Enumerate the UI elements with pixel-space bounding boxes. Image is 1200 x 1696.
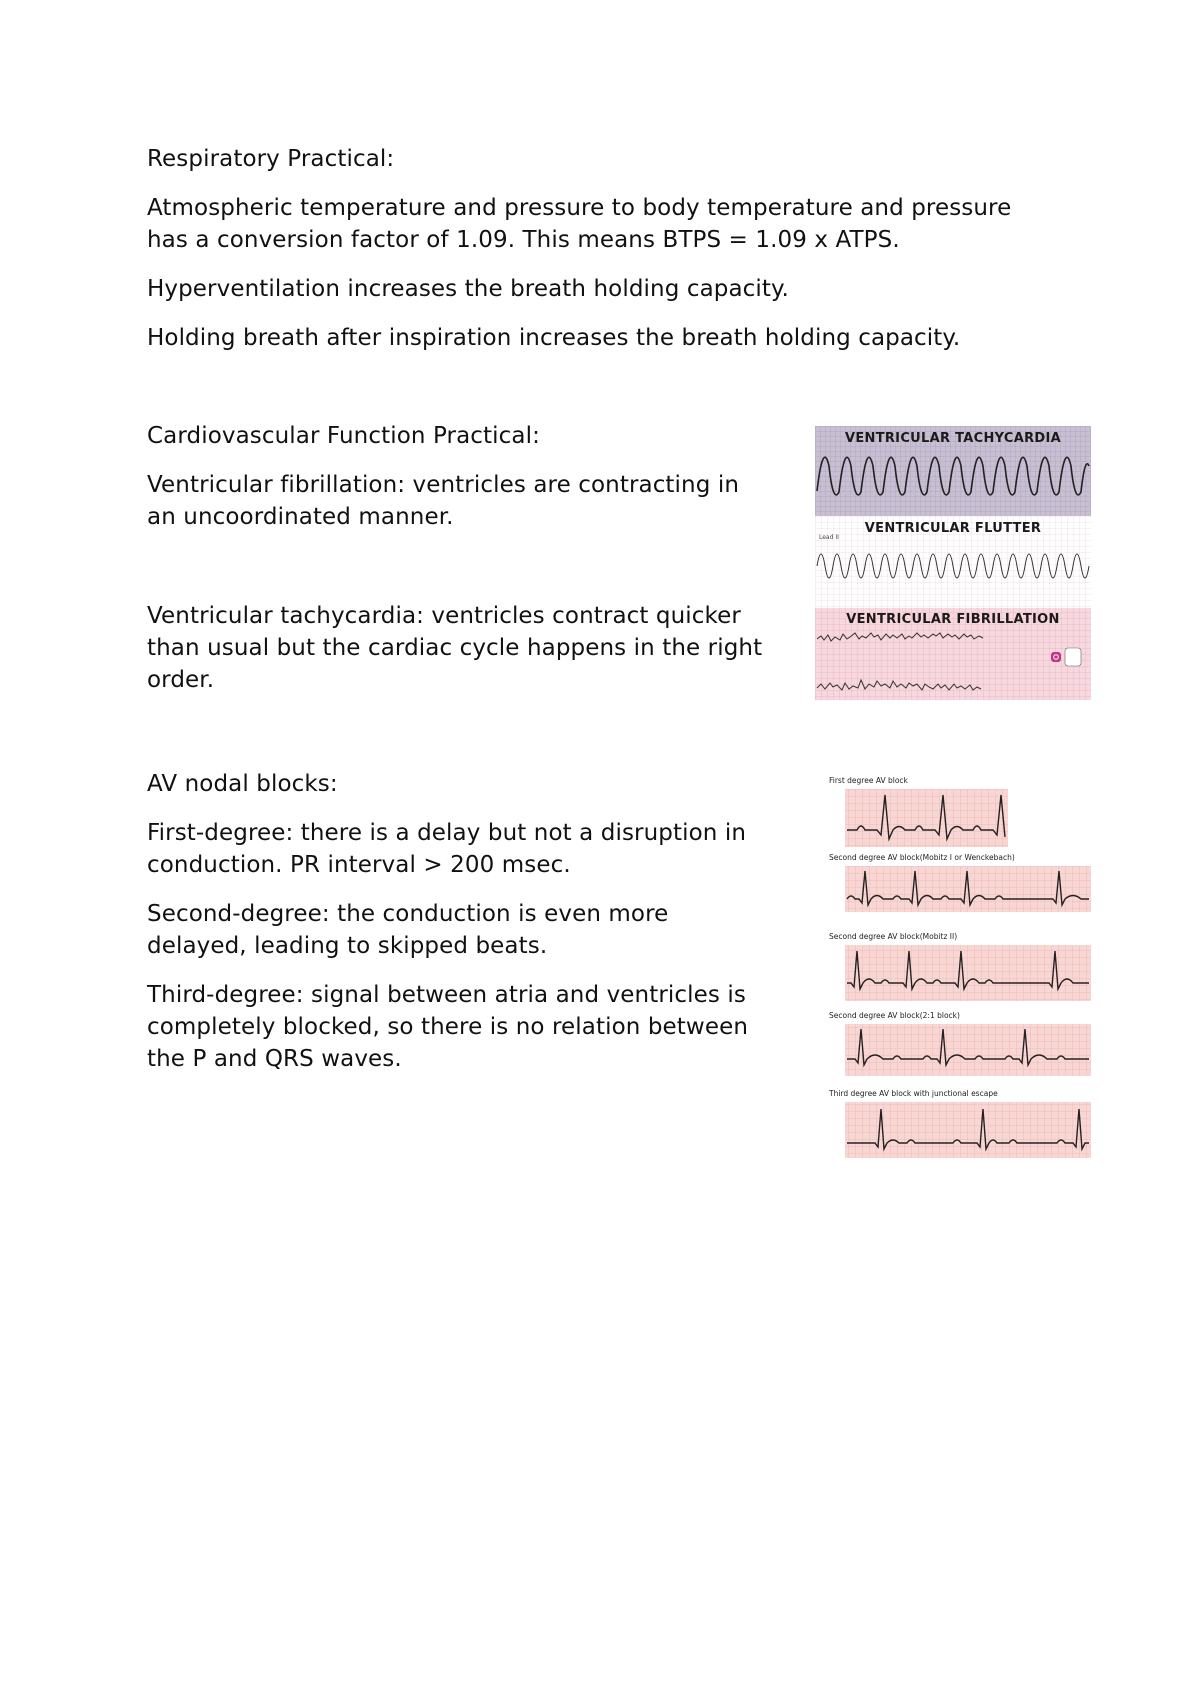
flutter-title: VENTRICULAR FLUTTER (864, 521, 1042, 536)
first-degree-line-1: First-degree: there is a delay but not a disruption in (147, 820, 746, 846)
lead-label: Lead II (819, 534, 839, 541)
instagram-icon (1051, 652, 1061, 662)
caption-third-degree: Third degree AV block with junctional escape (829, 1089, 998, 1098)
vt-line-3: order. (147, 667, 215, 693)
caption-first-degree: First degree AV block (829, 776, 908, 785)
av-block-figure (827, 775, 1093, 1171)
logo-icon (1065, 648, 1081, 666)
vt-line-1: Ventricular tachycardia: ventricles contract quicker (147, 603, 741, 629)
vf-line-2: an uncoordinated manner. (147, 504, 454, 530)
tachy-title: VENTRICULAR TACHYCARDIA (844, 431, 1062, 446)
third-degree-line-3: the P and QRS waves. (147, 1046, 402, 1072)
cardio-heading: Cardiovascular Function Practical: (147, 423, 540, 449)
fib-title: VENTRICULAR FIBRILLATION (846, 612, 1060, 627)
ventricular-arrhythmia-figure (815, 426, 1091, 700)
third-degree-line-1: Third-degree: signal between atria and ventricles is (147, 982, 746, 1008)
vf-line-1: Ventricular fibrillation: ventricles are contracting in (147, 472, 739, 498)
third-degree-line-2: completely blocked, so there is no relation between (147, 1014, 748, 1040)
caption-mobitz-2: Second degree AV block(Mobitz II) (829, 932, 958, 941)
second-degree-line-1: Second-degree: the conduction is even more (147, 901, 669, 927)
conversion-line-1: Atmospheric temperature and pressure to body temperature and pressure (147, 195, 1012, 221)
conversion-line-2: has a conversion factor of 1.09. This means BTPS = 1.09 x ATPS. (147, 227, 900, 253)
hyperventilation-text: Hyperventilation increases the breath holding capacity. (147, 276, 789, 302)
second-degree-line-2: delayed, leading to skipped beats. (147, 933, 548, 959)
respiratory-heading: Respiratory Practical: (147, 146, 395, 172)
av-heading: AV nodal blocks: (147, 771, 338, 797)
caption-2-to-1: Second degree AV block(2:1 block) (829, 1011, 960, 1020)
first-degree-line-2: conduction. PR interval > 200 msec. (147, 852, 571, 878)
vt-line-2: than usual but the cardiac cycle happens in the right (147, 635, 763, 661)
caption-mobitz-1: Second degree AV block(Mobitz I or Wenckebach) (829, 853, 1015, 862)
holding-breath-text: Holding breath after inspiration increases the breath holding capacity. (147, 325, 961, 351)
